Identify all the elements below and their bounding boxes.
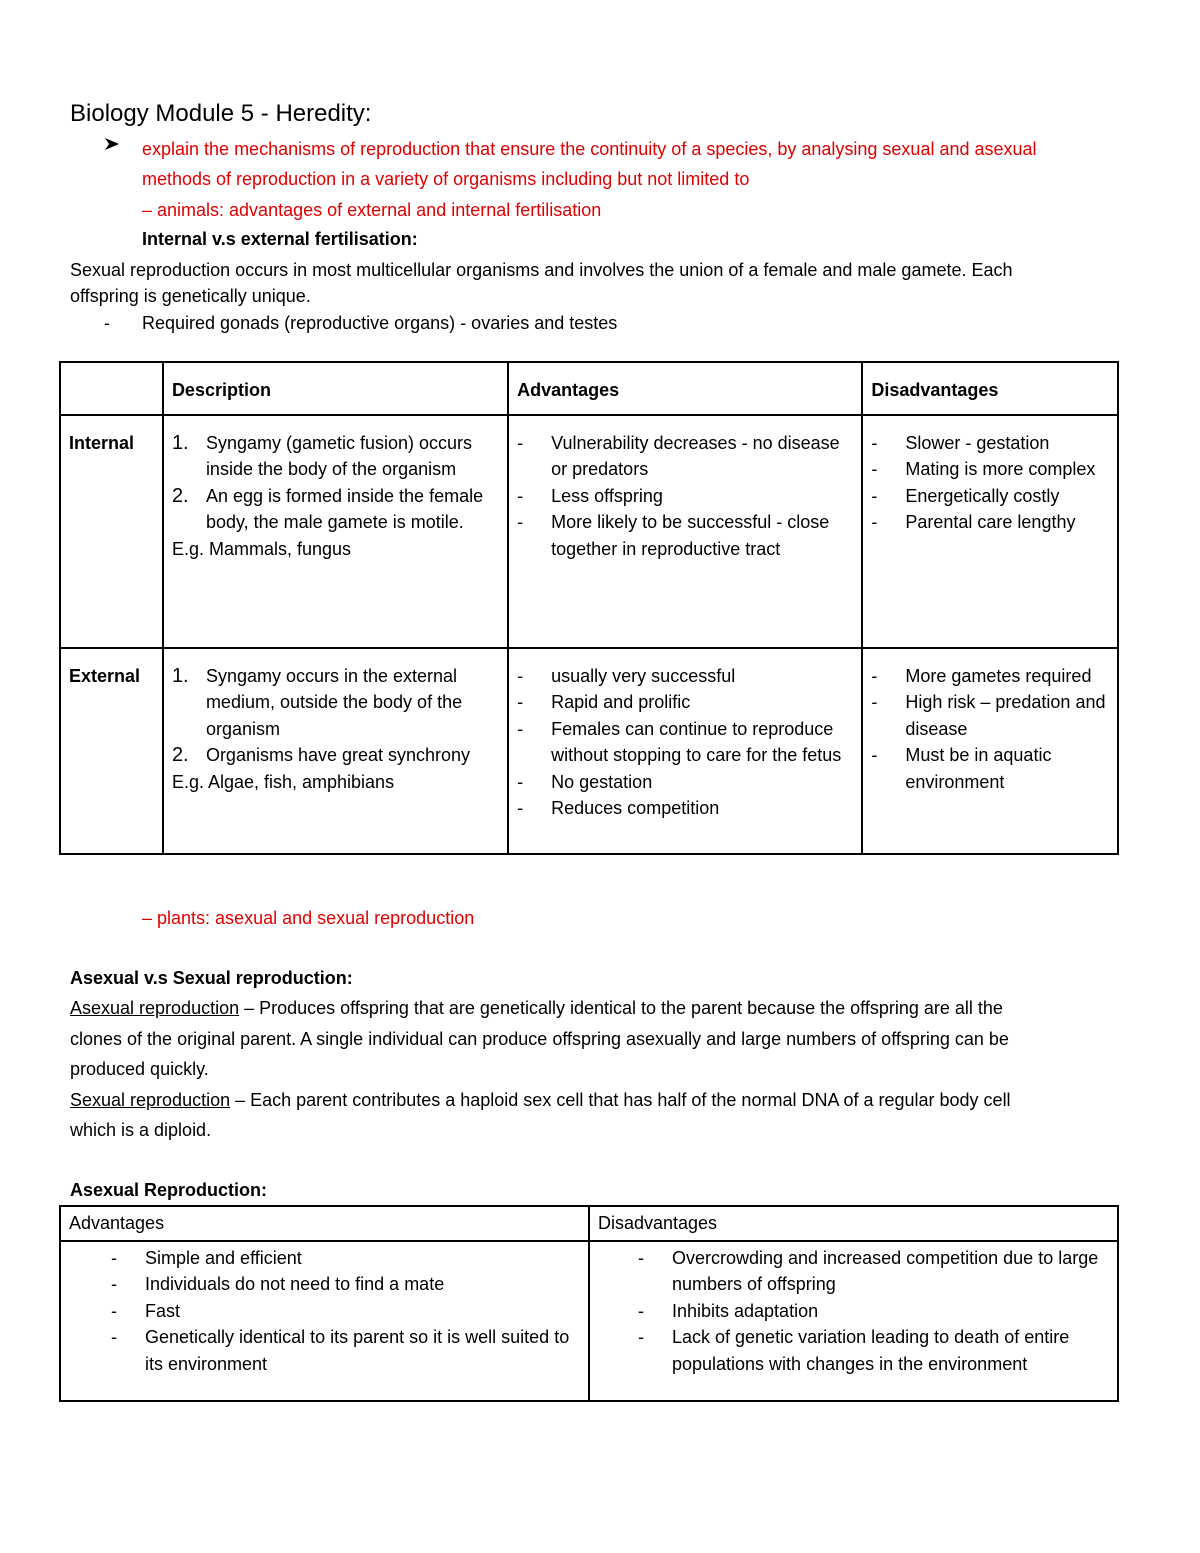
list-item: - Females can continue to reproduce without stopping to care for the fetus	[517, 716, 853, 769]
sexual-definition-line-2: which is a diploid.	[70, 1120, 212, 1140]
asexual-sexual-heading: Asexual v.s Sexual reproduction:	[70, 968, 353, 988]
list-item: 2. An egg is formed inside the female body, the male gamete is motile.	[171, 484, 484, 532]
header-advantages: Advantages	[508, 362, 862, 415]
internal-advantages	[508, 415, 862, 648]
list-item: 1. Syngamy occurs in the external medium, outside the body of the organism	[171, 664, 463, 739]
row-label-internal: Internal	[60, 415, 163, 648]
asexual-definition-line-1: Asexual reproduction – Produces offspring that are genetically identical to the parent because the offspring are all the	[70, 998, 1003, 1018]
list-item: - Parental care lengthy	[871, 509, 1109, 536]
table-header-row	[60, 362, 1118, 415]
list-item: - More likely to be successful - close together in reproductive tract	[517, 509, 853, 562]
list-item: - Simple and efficient	[111, 1245, 580, 1272]
asexual-advantages	[60, 1241, 589, 1401]
plants-line: – plants: asexual and sexual reproduction	[142, 908, 475, 928]
external-description	[163, 648, 508, 854]
intro-dash-item: Required gonads (reproductive organs) - ovaries and testes	[142, 313, 618, 333]
list-item: 1. Syngamy (gametic fusion) occurs inside the body of the organism	[171, 431, 473, 479]
external-advantages	[508, 648, 862, 854]
external-disadvantages	[862, 648, 1118, 854]
list-item: - Vulnerability decreases - no disease or predators	[517, 430, 853, 483]
intro-dash: -	[104, 313, 110, 333]
asexual-disadvantages	[589, 1241, 1118, 1401]
sexual-definition-line-1: Sexual reproduction – Each parent contributes a haploid sex cell that has half of the normal DNA of a regular body cell	[70, 1090, 1011, 1110]
list-item: - Lack of genetic variation leading to death of entire populations with changes in the environment	[638, 1324, 1109, 1377]
table-row	[60, 1241, 1118, 1401]
arrowhead-bullet-icon	[104, 136, 120, 156]
list-item: - usually very successful	[517, 663, 853, 690]
list-item: - Energetically costly	[871, 483, 1109, 510]
list-item: - Individuals do not need to find a mate	[111, 1271, 580, 1298]
table-header-row	[60, 1206, 1118, 1241]
table-row-external	[60, 648, 1118, 854]
list-item: - Inhibits adaptation	[638, 1298, 1109, 1325]
external-example: E.g. Algae, fish, amphibians	[171, 771, 395, 792]
list-item: - Overcrowding and increased competition due to large numbers of offspring	[638, 1245, 1109, 1298]
internal-example: E.g. Mammals, fungus	[171, 538, 352, 559]
table-row-internal	[60, 415, 1118, 648]
internal-disadvantages	[862, 415, 1118, 648]
asexual-term: Asexual reproduction	[70, 998, 240, 1018]
list-item: - Genetically identical to its parent so it is well suited to its environment	[111, 1324, 580, 1377]
outcome-line-1: explain the mechanisms of reproduction that ensure the continuity of a species, by analysing sexual and asexual	[142, 139, 1037, 159]
list-item: - Fast	[111, 1298, 580, 1325]
outcome-line-3: – animals: advantages of external and internal fertilisation	[142, 200, 602, 220]
asexual-definition-line-2: clones of the original parent. A single individual can produce offspring asexually and large numbers of offspring can be	[70, 1029, 1009, 1049]
header-disadvantages: Disadvantages	[862, 362, 1118, 415]
fertilisation-table	[59, 361, 1119, 855]
list-item: - Less offspring	[517, 483, 853, 510]
list-item: - Mating is more complex	[871, 456, 1109, 483]
header-description: Description	[163, 362, 508, 415]
page-title: Biology Module 5 - Heredity:	[70, 100, 372, 127]
asexual-definition-line-3: produced quickly.	[70, 1059, 209, 1079]
asexual-reproduction-heading: Asexual Reproduction:	[70, 1180, 268, 1200]
outcome-line-2: methods of reproduction in a variety of organisms including but not limited to	[142, 169, 750, 189]
list-item: - High risk – predation and disease	[871, 689, 1109, 742]
fertilisation-heading: Internal v.s external fertilisation:	[142, 229, 418, 249]
list-item: - Reduces competition	[517, 795, 853, 822]
header-disadvantages: Disadvantages	[589, 1206, 1118, 1241]
sexual-term: Sexual reproduction	[70, 1090, 231, 1110]
list-item: - Rapid and prolific	[517, 689, 853, 716]
asexual-table	[59, 1205, 1119, 1402]
list-item: 2. Organisms have great synchrony	[171, 744, 471, 766]
intro-line-1: Sexual reproduction occurs in most multicellular organisms and involves the union of a female and male gamete. Each	[70, 260, 1013, 280]
list-item: - Slower - gestation	[871, 430, 1109, 457]
header-advantages: Advantages	[60, 1206, 589, 1241]
list-item: - Must be in aquatic environment	[871, 742, 1109, 795]
header-cell-empty	[60, 362, 163, 415]
list-item: - No gestation	[517, 769, 853, 796]
internal-description	[163, 415, 508, 648]
row-label-external: External	[60, 648, 163, 854]
list-item: - More gametes required	[871, 663, 1109, 690]
intro-line-2: offspring is genetically unique.	[70, 286, 311, 306]
